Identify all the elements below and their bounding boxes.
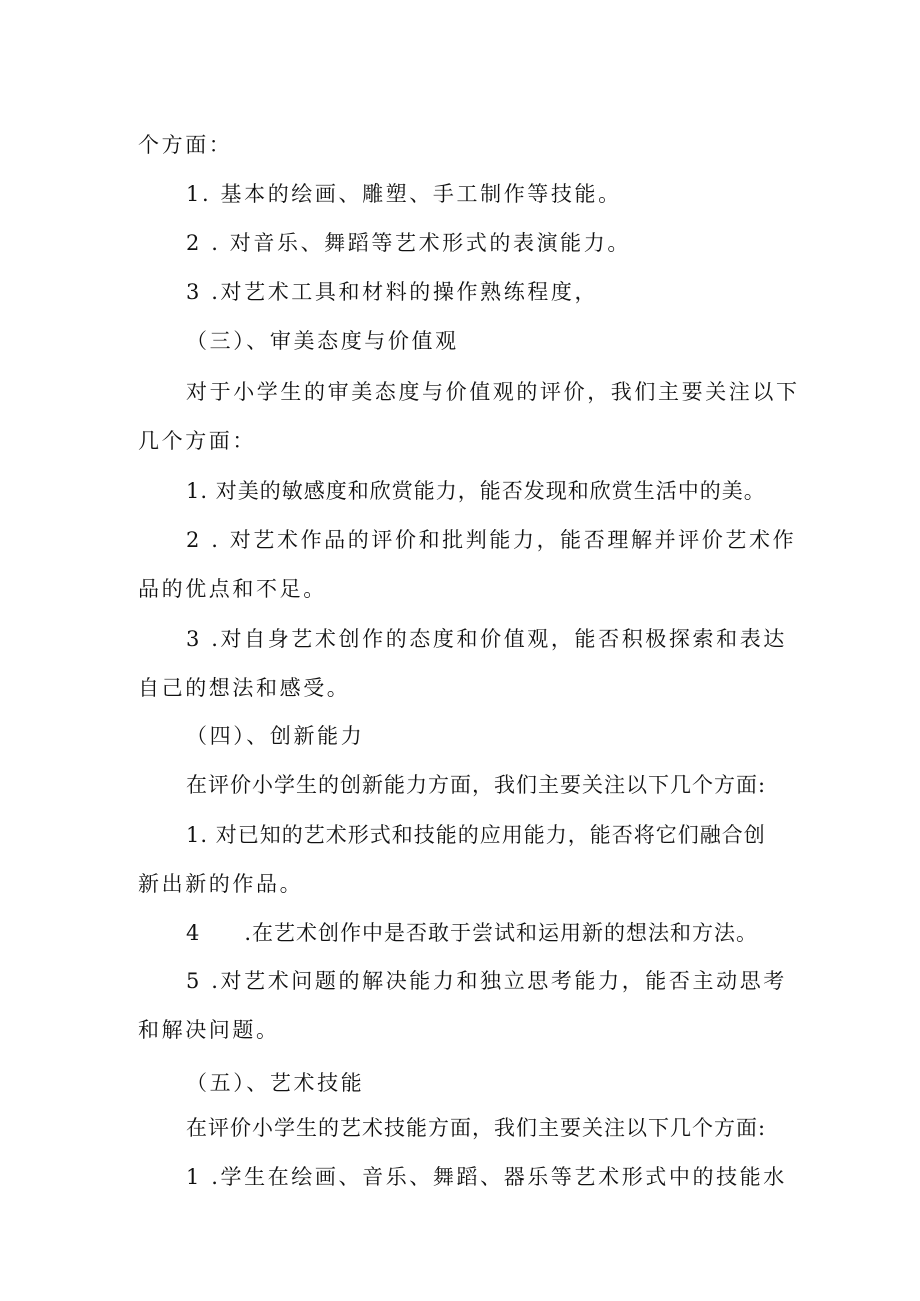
paragraph-line: 对于小学生的审美态度与价值观的评价，我们主要关注以下 xyxy=(186,380,800,404)
paragraph-line: 在评价小学生的艺术技能方面，我们主要关注以下几个方面: xyxy=(186,1116,767,1140)
paragraph-line: 在评价小学生的创新能力方面，我们主要关注以下几个方面: xyxy=(186,773,767,797)
section-heading: （三）、审美态度与价值观 xyxy=(186,329,459,353)
list-item: 2 . 对音乐、舞蹈等艺术形式的表演能力。 xyxy=(186,231,631,255)
section-heading: （四）、创新能力 xyxy=(186,724,365,748)
list-item: 2 . 对艺术作品的评价和批判能力，能否理解并评价艺术作 xyxy=(186,528,797,552)
list-item-continuation: 品的优点和不足。 xyxy=(138,577,327,601)
list-item-continuation: 和解决问题。 xyxy=(138,1018,280,1042)
list-item: 4 .在艺术创作中是否敢于尝试和运用新的想法和方法。 xyxy=(186,921,759,945)
list-item: 1 .学生在绘画、音乐、舞蹈、器乐等艺术形式中的技能水 xyxy=(186,1165,787,1189)
paragraph-line: 几个方面： xyxy=(138,429,256,453)
list-item-continuation: 自己的想法和感受。 xyxy=(138,676,351,700)
list-item: 3 .对艺术工具和材料的操作熟练程度， xyxy=(186,280,599,304)
list-item: 1. 对已知的艺术形式和技能的应用能力，能否将它们融合创 xyxy=(186,823,766,847)
list-item: 3 .对自身艺术创作的态度和价值观，能否积极探索和表达 xyxy=(186,627,787,651)
list-item: 1. 对美的敏感度和欣赏能力，能否发现和欣赏生活中的美。 xyxy=(186,479,766,503)
list-item-continuation: 新出新的作品。 xyxy=(138,872,304,896)
list-item: 5 .对艺术问题的解决能力和独立思考能力，能否主动思考 xyxy=(186,969,787,993)
list-item: 1. 基本的绘画、雕塑、手工制作等技能。 xyxy=(186,182,622,206)
text-line: 个方面： xyxy=(138,133,233,157)
section-heading: （五）、艺术技能 xyxy=(186,1071,365,1095)
